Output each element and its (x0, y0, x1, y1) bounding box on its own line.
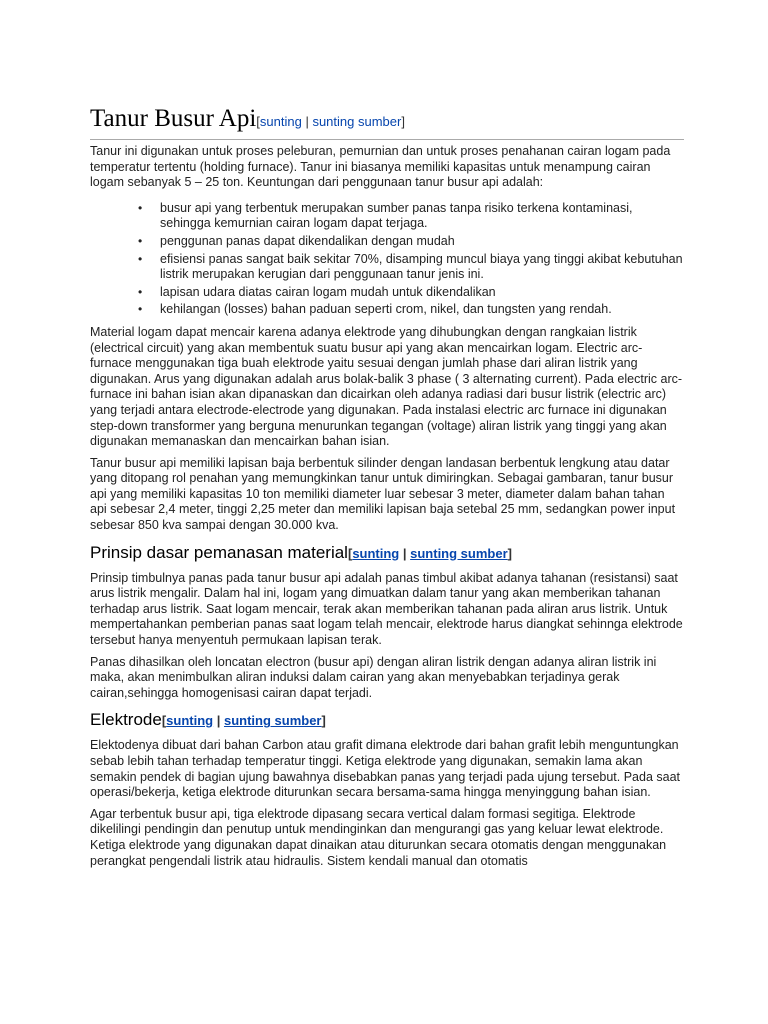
list-item-text: lapisan udara diatas cairan logam mudah untuk dikendalikan (160, 284, 496, 299)
list-item (138, 302, 684, 318)
list-item-text: penggunan panas dapat dikendalikan dengan mudah (160, 233, 455, 248)
bracket-open: [ (161, 713, 167, 729)
section-heading-elektrode (90, 709, 684, 732)
list-item-text: kehilangan (losses) bahan paduan seperti crom, nikel, dan tungsten yang rendah. (160, 302, 612, 317)
material-paragraph: Material logam dapat mencair karena adanya elektrode yang dihubungkan dengan rangkaian listrik (electrical circuit) yang akan membentuk suatu busur api yang akan mencairkan logam. Electric arc-furnace menggunakan tiga buah elektrode yaitu sesuai dengan jumlah phase dari aliran listrik yang digunakan. Arus yang digunakan adalah arus bolak-balik 3 phase ( 3 alternating current). Pada electric arc-furnace ini bahan isian akan dipanaskan dan dicairkan oleh adanya radiasi dari busur listrik (electric arc) yang terjadi antara electrode-electrode yang digunakan. Pada instalasi electric arc furnace ini digunakan step-down transformer yang berguna menurunkan tegangan (voltage) aliran listrik yang tinggi yang akan digunakan memanaskan dan mencairkan bahan isian. (90, 324, 683, 449)
bullet-icon: • (138, 302, 143, 317)
section-edit-links (162, 713, 326, 728)
bullet-icon: • (138, 233, 143, 248)
edit-source-link[interactable]: sunting sumber (312, 114, 402, 129)
list-item (138, 233, 684, 250)
edit-source-link[interactable]: sunting sumber (223, 713, 322, 729)
elektrode-paragraph-2: Agar terbentuk busur api, tiga elektrode dipasang secara vertical dalam formasi segitiga. Elektrode dikelilingi pendingin dan penutup untuk mendinginkan dan mengurangi gas yang keluar lewat elektrode. Ketiga elektrode yang digunakan dapat dinaikan atau diturunkan secara otomatis dengan menggunakan perangkat pengendali listrik atau hidraulis. Sistem kendali manual dan otomatis (90, 806, 667, 868)
separator: | (399, 545, 411, 561)
advantages-list (90, 201, 684, 318)
separator: | (301, 114, 313, 129)
list-item (138, 200, 684, 232)
page-title (90, 104, 684, 140)
bracket-close: ] (507, 545, 512, 561)
intro-paragraph: Tanur ini digunakan untuk proses peleburan, pemurnian dan untuk proses penahanan cairan logam pada temperatur tertentu (holding furnace). Tanur ini biasanya memiliki kapasitas untuk menampung cairan logam sebanyak 5 – 25 ton. Keuntungan dari penggunaan tanur busur api adalah: (90, 144, 671, 190)
list-item (138, 284, 684, 301)
section-heading-prinsip (90, 542, 684, 565)
bracket-open: [ (256, 114, 260, 129)
elektrode-paragraph-1: Elektodenya dibuat dari bahan Carbon atau grafit dimana elektrode dari bahan grafit lebih menguntungkan sebab lebih tahan terhadap temperatur tinggi. Ketiga elektrode yang digunakan, semakin lama akan semakin pendek di bagian ujung bawahnya disebabkan panas yang terjadi pada ujung tersebut. Pada saat operasi/bekerja, ketiga elektrode diturunkan secara bersama-sama hingga menyinggung bahan isian. (90, 738, 681, 800)
section-edit-links (348, 546, 512, 561)
tanur-paragraph: Tanur busur api memiliki lapisan baja berbentuk silinder dengan landasan berbentuk lengkung atau datar yang ditopang rol penahan yang memungkinkan tanur untuk dimiringkan. Sebagai gambaran, tanur busur api yang memiliki kapasitas 10 ton memiliki diameter luar sebesar 3 meter, diameter dalam bahan tahan api sebesar 2,4 meter, tinggi 2,25 meter dan memiliki lapisan baja setebal 25 mm, sedangkan power input sebesar 850 kva sampai dengan 30.000 kva. (90, 455, 676, 533)
article-content (90, 104, 684, 875)
title-edit-links (256, 114, 405, 129)
bullet-icon: • (138, 200, 143, 215)
section-heading-text: Prinsip dasar pemanasan material (90, 542, 348, 562)
bullet-icon: • (138, 284, 143, 299)
bracket-open: [ (347, 545, 353, 561)
list-item-text: efisiensi panas sangat baik sekitar 70%, disamping muncul biaya yang tinggi akibat kebutuhan listrik merupakan kerugian dari penggunaan tanur jenis ini. (160, 251, 683, 282)
list-item-text: busur api yang terbentuk merupakan sumber panas tanpa risiko terkena kontaminasi, sehingga kemurnian cairan logam dapat terjaga. (160, 200, 633, 231)
edit-source-link[interactable]: sunting sumber (410, 545, 508, 561)
edit-link[interactable]: sunting (166, 713, 214, 729)
title-text: Tanur Busur Api (90, 105, 257, 132)
list-item (138, 251, 684, 283)
bullet-icon: • (138, 251, 143, 266)
section-heading-text: Elektrode (90, 710, 162, 730)
bracket-close: ] (321, 713, 326, 729)
bracket-close: ] (401, 114, 405, 129)
separator: | (213, 713, 224, 729)
edit-link[interactable]: sunting (352, 545, 400, 561)
prinsip-paragraph-2: Panas dihasilkan oleh loncatan electron (busur api) dengan aliran listrik dengan adanya aliran listrik ini maka, akan menimbulkan aliran induksi dalam cairan yang akan menyebabkan terjadinya gerak cairan,sehingga homogenisasi cairan dapat terjadi. (90, 654, 657, 700)
prinsip-paragraph-1: Prinsip timbulnya panas pada tanur busur api adalah panas timbul akibat adanya tahanan (resistansi) saat arus listrik mengalir. Dalam hal ini, logam yang dimuatkan dalam tanur yang akan memberikan tahanan terhadap arus listrik. Saat logam mencair, terak akan memberikan tahanan pada aliran arus listrik. Untuk mempertahankan pemberian panas saat logam telah mencair, elektrode harus diangkat sehinnga elektrode tersebut hanya menyentuh permukaan lapisan terak. (90, 570, 683, 648)
edit-link[interactable]: sunting (259, 114, 302, 129)
